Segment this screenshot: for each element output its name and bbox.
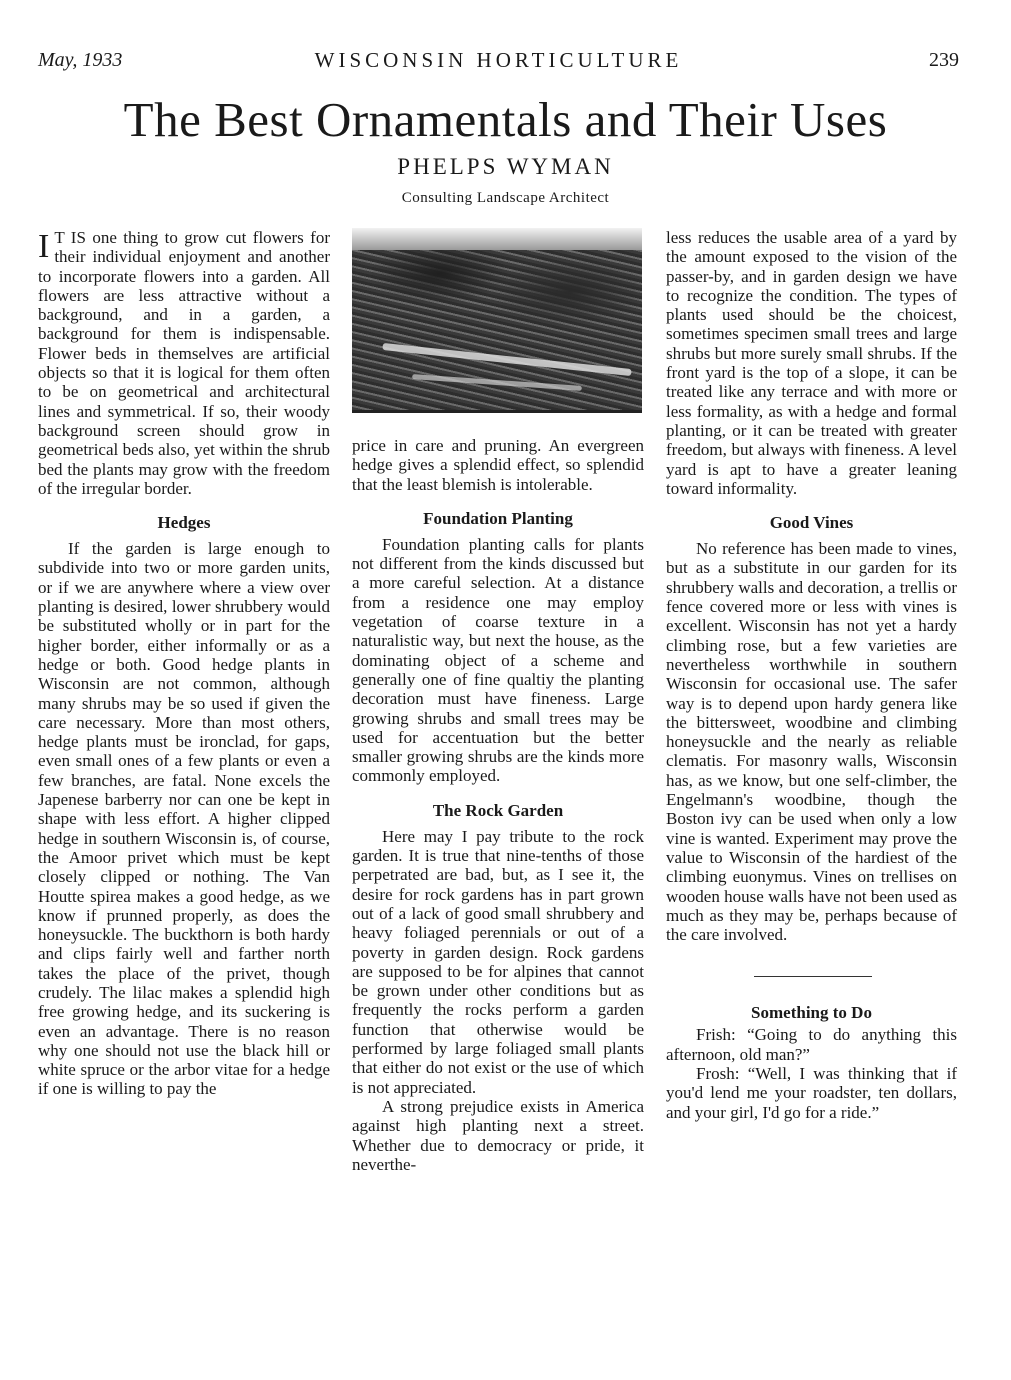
- issue-date: May, 1933: [38, 49, 123, 71]
- rock-garden-continued: less reduces the usable area of a yard by the amount exposed to the vision of the passer-by, and in garden design we have to recognize the condition. The types of plants used should be the choicest, sometimes specimen small trees and large shrubs but more surely small shrubs. If the front yard is the top of a slope, it can be treated like any terrace and with more or less formality, as with a hedge and formal planting, or it can be treated with greater freedom, but always with fineness. A level yard is apt to have a greater leaning toward informality.: [666, 228, 957, 498]
- journal-title: WISCONSIN HORTICULTURE: [314, 48, 683, 72]
- vines-paragraph: No reference has been made to vines, but as a substitute in our garden for its shrubbery walls and decoration, a trellis or fence covered more or less with vines is excellent. Wisconsin has not yet a hardy climbing rose, but a few varieties are nevertheless worthwhile in southern Wisconsin for occasional use. The safer way is to depend upon hardy genera like the bittersweet, woodbine and climbing honeysuckle and the nearly as reliable clematis. For masonry walls, Wisconsin has, as we know, but one self-climber, the Engelmann's woodbine, though the Boston ivy can be used when only a low vine is wanted. Experiment may prove the value to Wisconsin of the hardiest of the climbing euonymus. Vines on trellises on wooden house walls have not been used as much as they may be, perhaps because of the care involved.: [666, 539, 957, 945]
- rock-garden-paragraph: Here may I pay tribute to the rock garden. It is true that nine-tenths of those perpetrated are bad, but, as I see it, the desire for rock gardens has in part grown out of a lack of good small shrubbery and heavy foliaged perennials or out of a poverty in garden design. Rock gardens are supposed to be for alpines that cannot be grown under other conditions but as frequently the rocks perform a garden function that otherwise would be performed by large foliaged small plants that either do not exist or the use of which is not appreciated.: [352, 826, 644, 1097]
- article-author: PHELPS WYMAN: [397, 154, 614, 179]
- author-affiliation: Consulting Landscape Architect: [401, 190, 610, 206]
- hedges-heading: Hedges: [157, 513, 211, 533]
- column-1: [38, 228, 330, 1099]
- photo-sky: [352, 228, 642, 250]
- column-2: [352, 436, 644, 1174]
- hedges-paragraph: If the garden is large enough to subdivide into two or more garden units, or if we are anywhere where a view over planting is desired, lower shrubbery would be substituted wholly or in part for the higher border, either informally or as a hedge or both. Good hedge plants in Wisconsin are not common, although many shrubs may be so used if given the care necessary. More than most others, hedge plants must be ironclad, for gaps, even small ones of a few plants or even a few branches, are fatal. None excels the Japenese barberry nor can one be kept in shape with less effort. A higher clipped hedge in southern Wisconsin is, of course, the Amoor privet which must be kept closely clipped or nothing. The Van Houtte spirea makes a good hedge, as we know if prunned properly, as does the honeysuckle. The buckthorn is both hardy and clips fairly well and farther north takes the place of the privet, though crudely. The lilac makes a splendid high free growing hedge, and its suckering is even an advantage. There is no reason why one should not use the black hill or white spruce or the arbor vitae for a hedge if one is willing to pay the: [38, 539, 330, 1099]
- page-number: 239: [929, 49, 959, 71]
- frosh-line: Frosh: “Well, I was thinking that if you'd lend me your roadster, ten dollars, and your girl, I'd go for a ride.”: [666, 1063, 957, 1122]
- foundation-heading: Foundation Planting: [423, 508, 573, 528]
- garden-photo: [352, 228, 642, 413]
- intro-text: T IS one thing to grow cut flowers for their individual enjoyment and another to incorporate flowers into a garden. All flowers are less attractive without a background, and in a garden, a background for them is indispensable. Flower beds in themselves are artificial objects so that it is logical for them often to be on geometrical and architectural lines and symmetrical. If so, their woody background screen should grow in geometrical beds also, yet within the shrub bed the plants may grow with the freedom of the irregular border.: [38, 228, 330, 498]
- hedges-continued: price in care and pruning. An evergreen hedge gives a splendid effect, so splendid that the least blemish is intolerable.: [352, 436, 644, 494]
- drop-cap: I: [38, 228, 50, 265]
- article-title: The Best Ornamentals and Their Uses: [123, 92, 888, 147]
- frish-line: Frish: “Going to do anything this afternoon, old man?”: [666, 1025, 957, 1064]
- photo-stone-path: [382, 343, 631, 376]
- intro-paragraph: [38, 228, 330, 498]
- something-to-do-heading: Something to Do: [751, 1003, 872, 1023]
- rock-garden-heading: The Rock Garden: [432, 800, 564, 820]
- rock-garden-paragraph-2: A strong prejudice exists in America against high planting next a street. Whether due to democracy or pride, it neverthe-: [352, 1096, 644, 1174]
- vines-heading: Good Vines: [769, 513, 854, 533]
- section-spacer: [666, 944, 957, 1002]
- foundation-paragraph: Foundation planting calls for plants not different from the kinds discussed but a more careful selection. At a distance from a residence one may employ vegetation of coarse texture in a naturalistic way, but next the house, as the dominating object of a scheme and generally one of fine qualtiy the planting decoration must have fineness. Large growing shrubs and small trees may be used for accentuation but the better smaller growing shrubs are the kinds more commonly employed.: [352, 534, 644, 786]
- column-3: [666, 228, 957, 1122]
- photo-stone-path: [412, 374, 582, 391]
- running-head: [38, 44, 959, 76]
- section-divider: [754, 976, 872, 977]
